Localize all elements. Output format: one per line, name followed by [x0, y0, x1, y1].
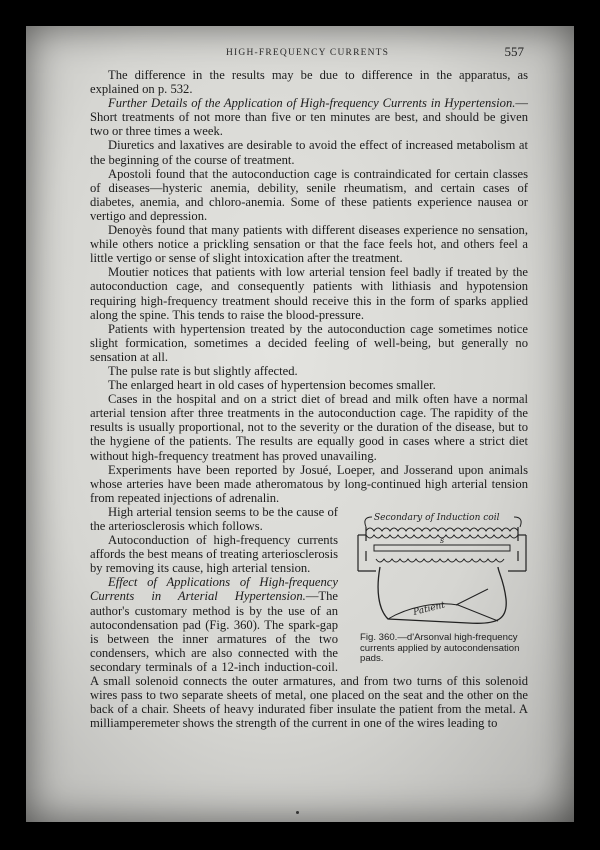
page-body — [90, 68, 528, 730]
section-heading: Effect of Applications of High-frequency Currents in Arterial Hypertension. — [90, 575, 338, 604]
figure-label-s: s — [440, 535, 445, 545]
paragraph: Diuretics and laxatives are desirable to avoid the effect of increased metabolism at the beginning of the course of treatment. — [90, 138, 528, 167]
figure-label-secondary: Secondary of Induction coil — [374, 512, 500, 523]
section-text: —Short treatments of not more than five or ten minutes are best, and should be given two or three times a week. — [90, 96, 528, 139]
paragraph: The pulse rate is but slightly affected. — [108, 363, 298, 378]
figure-360 — [348, 509, 528, 671]
page-speck — [296, 811, 299, 814]
book-page — [26, 26, 574, 822]
paragraph: The difference in the results may be due to difference in the apparatus, as explained on p. 532. — [90, 68, 528, 97]
paragraph: High arterial tension seems to be the cause of the arteriosclerosis which follows. — [90, 504, 338, 533]
page-number: 557 — [504, 44, 524, 59]
figure-caption: Fig. 360.—d'Arsonval high-frequency currents applied by autocondensation pads. — [360, 631, 520, 665]
section-heading: Further Details of the Application of High-frequency Currents in Hypertension. — [108, 96, 516, 111]
section-text: —The author's customary method is by the use of an autocondensation pad (Fig. 360). The spark-gap is between the inner armatures of the two condensers, which are also connected with the secondary terminals of a 12-inch induction-coil. A small solenoid connects the outer armatures, and from two turns of this solenoid wires pass to two separate sheets of metal, one placed on the seat and the other on the back of a chair. Sheets of heavy indurated fiber insulate the patient from the metal. A milliamperemeter shows the strength of the current in one of the wires leading to — [90, 589, 528, 731]
paragraph: Moutier notices that patients with low arterial tension feel badly if treated by the autoconduction cage, and consequently patients with lithiasis and hypotension requiring high-frequency treatment should receive this in the form of sparks applied along the spine. This tends to raise the blood-pressure. — [90, 265, 528, 322]
running-head: HIGH-FREQUENCY CURRENTS — [226, 48, 390, 58]
paragraph: Patients with hypertension treated by the autoconduction cage sometimes notice slight formication, sometimes a decided feeling of well-being, but generally no sensation at all. — [90, 321, 528, 364]
paragraph: Autoconduction of high-frequency currents affords the best means of treating arteriosclerosis by removing its cause, high arterial tension. — [90, 533, 338, 576]
induction-coil-diagram — [348, 509, 528, 633]
figure-label-patient: Patient — [412, 600, 447, 618]
paragraph: Experiments have been reported by Josué, Loeper, and Josserand upon animals whose arteries have been made atheromatous by long-continued high arterial tension from repeated injections of adrenalin. — [90, 462, 528, 505]
paragraph: Apostoli found that the autoconduction cage is contraindicated for certain classes of diseases—hysteric anemia, debility, senile rheumatism, and certain cases of diabetes, anemia, and chloro-anemia. Some of these patients experience nausea or vertigo and depression. — [90, 166, 528, 223]
paragraph — [90, 96, 528, 138]
paragraph: Cases in the hospital and on a strict diet of bread and milk often have a normal arterial tension after three treatments in the autoconduction cage. The rapidity of the results is usually proportional, not to the severity or the duration of the disease, but to the hygiene of the patients. The results are equally good in cases where a strict diet without high-frequency treatment has proved unavailing. — [90, 392, 528, 463]
paragraph: The enlarged heart in old cases of hypertension becomes smaller. — [108, 378, 436, 393]
paragraph: Denoyès found that many patients with different diseases experience no sensation, while others notice a prickling sensation or that the face feels hot, and others feel a little vertigo or sense of slight intoxication after the treatment. — [90, 223, 528, 266]
